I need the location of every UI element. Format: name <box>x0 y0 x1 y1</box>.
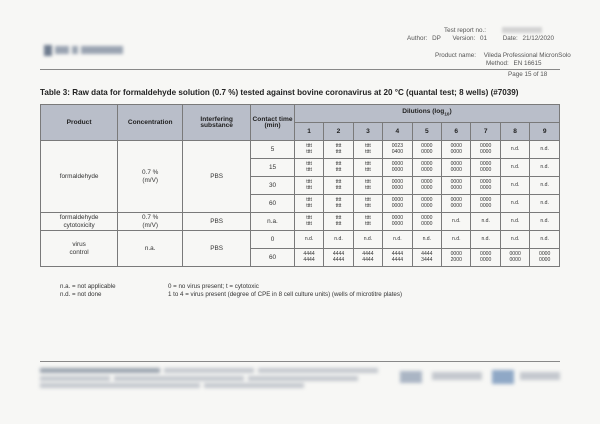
cell-dilution-value: 4444 4444 <box>383 249 412 267</box>
cell-dilution-value: n.d. <box>471 231 500 249</box>
table-row <box>41 213 560 231</box>
cell-dilution-value: 0000 0000 <box>412 177 441 195</box>
table-body <box>41 141 560 267</box>
cell-dilution-value: n.d. <box>500 141 529 159</box>
cell-dilution-value: tttt tttt <box>294 177 323 195</box>
header-product: Product <box>41 105 118 141</box>
cell-dilution-value: n.d. <box>442 231 471 249</box>
cell-dilution-value: tttt tttt <box>294 141 323 159</box>
header-dilution-9: 9 <box>530 123 560 141</box>
cell-dilution-value: tttt tttt <box>353 195 382 213</box>
cell-dilution-value: 0000 0000 <box>442 141 471 159</box>
cell-dilution-value: 0000 0000 <box>471 195 500 213</box>
version-label: Version: <box>452 35 476 42</box>
cell-dilution-value: tttt tttt <box>324 213 353 231</box>
cell-contact-time: 60 <box>251 249 295 267</box>
header-dilution-5: 5 <box>412 123 441 141</box>
header-dilution-1: 1 <box>294 123 323 141</box>
cell-contact-time: n.a. <box>251 213 295 231</box>
date-value: 21/12/2020 <box>522 35 555 42</box>
header-dilution-2: 2 <box>324 123 353 141</box>
cell-dilution-value: tttt tttt <box>353 177 382 195</box>
cell-dilution-value: tttt tttt <box>353 141 382 159</box>
cell-dilution-value: n.d. <box>530 213 560 231</box>
cell-dilution-value: 0000 0000 <box>530 249 560 267</box>
cell-dilution-value: tttt tttt <box>324 177 353 195</box>
date-label: Date: <box>502 35 518 42</box>
author-value: DP <box>432 35 441 42</box>
cell-interfering-substance: PBS <box>183 141 251 213</box>
cell-contact-time: 0 <box>251 231 295 249</box>
header-dilution-6: 6 <box>442 123 471 141</box>
product-name-value: Vileda Professional MicronSolo <box>483 52 571 59</box>
cell-dilution-value: n.d. <box>412 231 441 249</box>
table-row <box>41 141 560 159</box>
version-value: 01 <box>479 35 487 42</box>
cell-dilution-value: 0000 0000 <box>412 159 441 177</box>
header-contact-time: Contact time (min) <box>251 105 295 141</box>
cell-contact-time: 30 <box>251 177 295 195</box>
cell-dilution-value: 0000 0000 <box>412 141 441 159</box>
cell-dilution-value: 0000 0000 <box>471 159 500 177</box>
cell-dilution-value: 0000 0000 <box>442 159 471 177</box>
cell-dilution-value: n.d. <box>500 231 529 249</box>
product-name-line <box>435 52 571 60</box>
cell-product: formaldehyde cytotoxicity <box>41 213 118 231</box>
cell-dilution-value: n.d. <box>500 159 529 177</box>
cell-dilution-value: 0000 0000 <box>383 213 412 231</box>
company-logo <box>44 44 123 56</box>
cell-dilution-value: 4444 4444 <box>294 249 323 267</box>
cell-dilution-value: tttt tttt <box>294 213 323 231</box>
cell-dilution-value: 0000 0000 <box>442 195 471 213</box>
cell-dilution-value: n.d. <box>353 231 382 249</box>
cell-dilution-value: 0000 0000 <box>471 249 500 267</box>
cell-interfering-substance: PBS <box>183 231 251 267</box>
legend-line-1: 0 = no virus present; t = cytotoxic <box>168 283 259 290</box>
cell-dilution-value: tttt tttt <box>353 159 382 177</box>
note-na: n.a. = not applicable <box>60 283 116 290</box>
cell-dilution-value: tttt tttt <box>324 195 353 213</box>
cell-product: virus control <box>41 231 118 267</box>
product-name-label: Product name: <box>435 52 476 59</box>
cell-dilution-value: 4444 4444 <box>353 249 382 267</box>
header-dilution-4: 4 <box>383 123 412 141</box>
cell-dilution-value: 0000 0000 <box>383 195 412 213</box>
cell-contact-time: 60 <box>251 195 295 213</box>
cell-dilution-value: tttt tttt <box>294 159 323 177</box>
raw-data-table <box>40 104 560 267</box>
header-concentration: Concentration <box>118 105 183 141</box>
header-dilution-8: 8 <box>500 123 529 141</box>
cell-dilution-value: tttt tttt <box>324 159 353 177</box>
cell-dilution-value: n.d. <box>530 195 560 213</box>
cell-dilution-value: n.d. <box>324 231 353 249</box>
header-dilution-7: 7 <box>471 123 500 141</box>
cell-concentration: 0.7 % (m/V) <box>118 213 183 231</box>
redacted-report-number <box>502 27 542 33</box>
cell-dilution-value: n.d. <box>530 141 560 159</box>
cell-dilution-value: n.d. <box>383 231 412 249</box>
test-report-line <box>444 27 542 35</box>
cell-dilution-value: 0000 0000 <box>383 159 412 177</box>
author-line <box>407 35 554 43</box>
footer-rule <box>40 361 560 362</box>
cell-dilution-value: 4444 4444 <box>324 249 353 267</box>
author-label: Author: <box>407 35 428 42</box>
page-number: Page 15 of 18 <box>508 71 548 78</box>
cell-contact-time: 5 <box>251 141 295 159</box>
cell-dilution-value: tttt tttt <box>294 195 323 213</box>
cell-dilution-value: n.d. <box>471 213 500 231</box>
cell-dilution-value: n.d. <box>500 195 529 213</box>
header-dilutions: Dilutions $(\log_{10})$ <box>294 105 559 123</box>
footer-blurred <box>40 368 560 388</box>
cell-dilution-value: 4444 3444 <box>412 249 441 267</box>
method-line <box>486 60 542 68</box>
cell-dilution-value: 0000 0000 <box>471 141 500 159</box>
cell-dilution-value: n.d. <box>294 231 323 249</box>
cell-concentration: n.a. <box>118 231 183 267</box>
method-label: Method: <box>486 60 509 67</box>
cell-dilution-value: n.d. <box>500 177 529 195</box>
cell-dilution-value: n.d. <box>442 213 471 231</box>
cell-dilution-value: 0000 2000 <box>442 249 471 267</box>
note-nd: n.d. = not done <box>60 291 102 298</box>
method-value: EN 16615 <box>513 60 542 67</box>
cell-dilution-value: n.d. <box>530 177 560 195</box>
table-title: Table 3: Raw data for formaldehyde solution (0.7 %) tested against bovine coronavirus at 20 °C (quantal test; 8 wells) (#7039) <box>40 88 519 97</box>
cell-interfering-substance: PBS <box>183 213 251 231</box>
cell-contact-time: 15 <box>251 159 295 177</box>
cell-dilution-value: tttt tttt <box>324 141 353 159</box>
cell-dilution-value: n.d. <box>530 159 560 177</box>
header-interfering: Interfering substance <box>183 105 251 141</box>
cell-dilution-value: n.d. <box>500 213 529 231</box>
cell-dilution-value: 0000 0000 <box>500 249 529 267</box>
cell-dilution-value: 0000 0000 <box>412 195 441 213</box>
cell-dilution-value: 0000 0000 <box>383 177 412 195</box>
table-row <box>41 231 560 249</box>
cell-dilution-value: 0000 0000 <box>442 177 471 195</box>
header-rule <box>40 69 560 70</box>
cell-dilution-value: tttt tttt <box>353 213 382 231</box>
cell-dilution-value: 0000 0000 <box>471 177 500 195</box>
cell-concentration: 0.7 % (m/V) <box>118 141 183 213</box>
header-dilution-3: 3 <box>353 123 382 141</box>
legend-line-2: 1 to 4 = virus present (degree of CPE in 8 cell culture units) (wells of microtitre plates) <box>168 291 403 298</box>
cell-dilution-value: 0023 0400 <box>383 141 412 159</box>
test-report-label: Test report no.: <box>444 27 486 34</box>
cell-dilution-value: 0000 0000 <box>412 213 441 231</box>
cell-dilution-value: n.d. <box>530 231 560 249</box>
cell-product: formaldehyde <box>41 141 118 213</box>
